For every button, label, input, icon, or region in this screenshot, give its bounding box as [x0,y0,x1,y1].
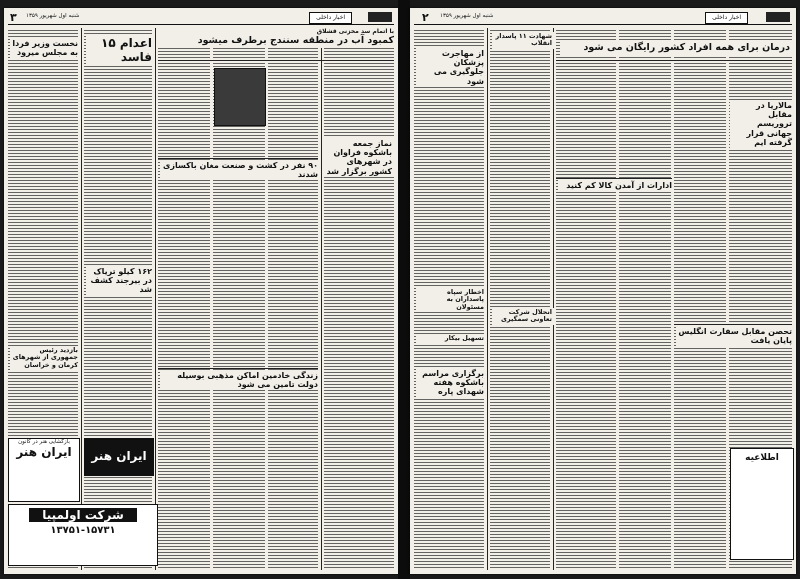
main-headline: درمان برای همه افراد کشور رایگان می شود [560,42,792,55]
text-column [158,28,210,570]
headline-martyrs: شهادت ۱۱ پاسدار انقلاب [492,32,554,49]
section-divider [158,368,318,369]
ad-phone: ۱۳۷۵۱-۱۵۷۳۱ [50,525,116,536]
headline-shrine-staff: زندگی خادمین اماکن مذهبی بوسیله دولت تامین می شود [160,370,320,390]
newspaper-page-right [410,8,796,574]
headline-guard-warning: اخطار سپاه پاسداران به مسئولان [416,288,486,312]
text-column [556,28,616,570]
text-column [619,28,671,570]
ad-iran-honar[interactable] [8,438,80,502]
date-line: شنبه اول شهریور ۱۳۵۹ [440,13,494,19]
headline-malaria: مالاریا در مقابل تروریسم جهانی قرار گرفته ایم [730,100,794,148]
headline-textile: ۹۰ نفر در کشت و صنعت مغان باکسازی شدند [160,160,320,180]
section-divider [158,158,318,159]
text-column [324,28,394,570]
masthead-right [414,12,792,25]
headline-opium: ۱۶۲ کیلو تریاک در بیرجند کشف شد [86,266,154,296]
headline-embassy: تحصن مقابل سفارت انگلیس پایان یافت [676,326,794,346]
ad-title: ایران هنر [91,449,147,463]
page-number: ۳ [10,11,17,24]
column-divider [487,28,488,570]
text-column [268,28,318,570]
masthead-left [8,12,394,25]
column-divider [553,28,554,570]
ad-subtitle: بازگشایی هنر در کانون [18,439,70,445]
section-tag: اخبار داخلی [309,12,352,24]
text-column [490,28,550,570]
main-headline-block [158,28,396,48]
newspaper-logo [368,12,392,22]
headline-ceremonies: برگزاری مراسم باشکوه هفته شهدای پاره [416,368,486,398]
section-divider [674,324,792,325]
text-column [84,28,152,570]
section-tag: اخبار داخلی [705,12,748,24]
section-divider [158,60,394,61]
main-headline: کمبود آب در منطقه سنندج برطرف میشود [197,34,394,46]
section-divider [556,60,792,61]
notice-title: اطلاعیه [745,453,779,463]
news-photo [214,68,266,126]
headline-imports: ادارات از آمدن کالا کم کنید [558,180,674,191]
column-divider [321,28,322,570]
ad-iran-honar-dark[interactable] [84,438,154,476]
headline-friday-prayers: نماز جمعه باشکوه فراوان در شهرهای کشور برگزار شد [324,138,394,177]
headline-doctors: از مهاجرت پزشکان جلوگیری می شود [416,48,486,87]
bank-notice[interactable] [730,448,794,560]
ad-title: شرکت اولمپیا [29,508,137,522]
headline-company: انحلال شرکت تعاونی سمگیری [492,308,554,325]
section-divider [556,178,672,179]
column-divider [155,28,156,570]
ad-olympia[interactable] [8,504,158,566]
newspaper-page-left [4,8,398,574]
page-number: ۲ [422,11,429,24]
spine-gutter [398,0,410,579]
headline-executions: اعدام ۱۵ فاسد [86,36,154,66]
column-divider [81,28,82,570]
date-line: شنبه اول شهریور ۱۳۵۹ [26,13,80,19]
text-column [674,28,726,570]
main-kicker: با اتمام سد مخزنی قشلاق [316,28,394,35]
headline-president-visit: بازدید رئیس جمهوری از شهرهای کرمان و خراسان [10,346,80,370]
headline-prime-minister: نخست وزیر فردا به مجلس میرود [10,38,80,58]
newspaper-logo [766,12,790,22]
ad-title: ایران هنر [16,445,72,459]
headline-unemployment: تسهیل بیکار [416,334,486,343]
